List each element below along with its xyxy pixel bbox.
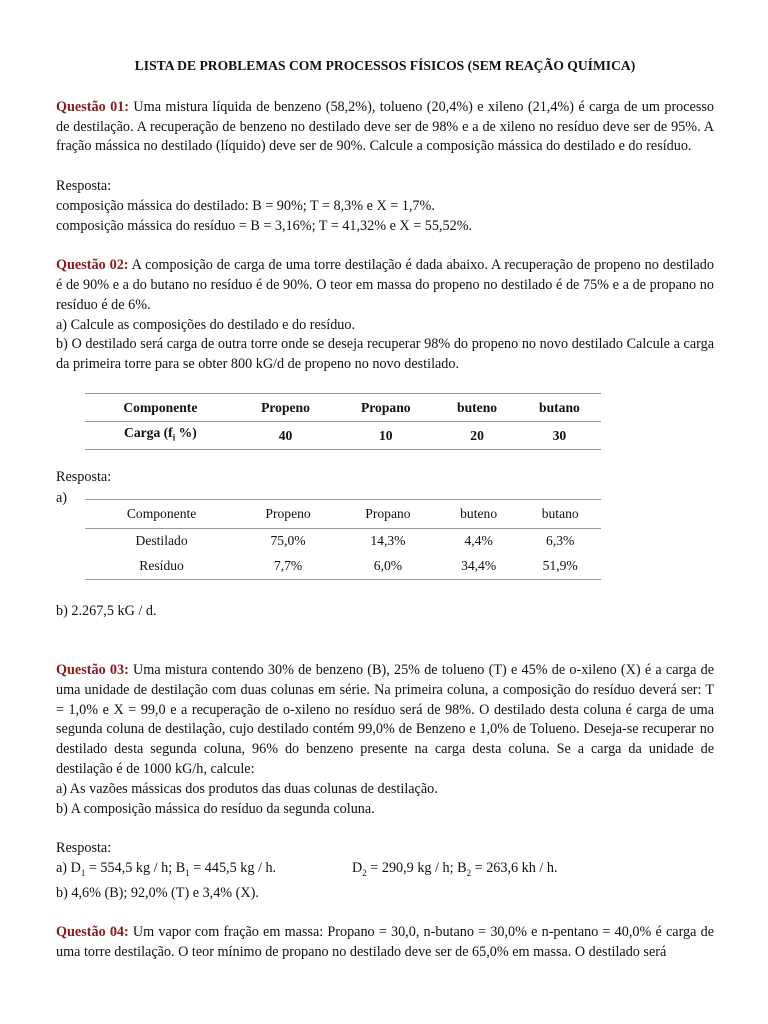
table-cell: 4,4% bbox=[464, 533, 493, 549]
table-header-cell: Componente bbox=[85, 393, 236, 421]
answer-sub: 2 bbox=[362, 867, 367, 878]
question-01-label: Questão 01: bbox=[56, 98, 129, 115]
table-cell: Destilado bbox=[135, 533, 188, 549]
question-04 bbox=[56, 923, 714, 963]
table-cell: 40 bbox=[236, 421, 335, 449]
document-title: LISTA DE PROBLEMAS COM PROCESSOS FÍSICOS (SEM REAÇÃO QUÍMICA) bbox=[134, 58, 636, 73]
answer-column-1-flows bbox=[56, 859, 352, 884]
answer-label: Resposta: bbox=[56, 177, 112, 194]
document-page bbox=[56, 52, 714, 963]
answer-item-a: a) bbox=[56, 489, 68, 506]
answer-composition-table bbox=[85, 499, 601, 580]
question-01 bbox=[56, 98, 714, 157]
answer-flows-row bbox=[56, 859, 714, 884]
table-header-cell: Componente bbox=[85, 499, 238, 528]
table-header-row bbox=[85, 499, 601, 528]
question-03-label: Questão 03: bbox=[56, 661, 129, 678]
answer-label: Resposta: bbox=[56, 468, 112, 485]
table-cell: 51,9% bbox=[519, 554, 601, 580]
table-header-cell: Propeno bbox=[236, 393, 335, 421]
table-header-cell: buteno bbox=[436, 393, 518, 421]
question-02-text: A composição de carga de uma torre destilação é dada abaixo. A recuperação de propeno no destilado é de 90% e a do butano no resíduo é de 90%. O teor em massa do propeno no destilado é de 75% e a de propano no resíduo é de 6%. bbox=[56, 257, 714, 313]
answer-sub: 2 bbox=[466, 867, 472, 878]
row-label-text: Carga (f bbox=[124, 424, 173, 440]
answer-text: = 263,6 kh / h. bbox=[471, 859, 558, 876]
table-row bbox=[85, 554, 601, 580]
table-cell: Resíduo bbox=[85, 554, 238, 580]
table-cell: 30 bbox=[518, 421, 601, 449]
table-header-cell: buteno bbox=[438, 499, 520, 528]
answer-sub: 1 bbox=[185, 867, 190, 878]
table-header-cell: butano bbox=[519, 499, 601, 528]
question-04-label: Questão 04: bbox=[56, 924, 129, 941]
answer-line: composição mássica do resíduo = B = 3,16%; T = 41,32% e X = 55,52%. bbox=[56, 217, 473, 234]
answer-text: D bbox=[352, 859, 363, 876]
question-03 bbox=[56, 661, 714, 780]
table-cell: 7,7% bbox=[238, 554, 338, 580]
question-item: b) O destilado será carga de outra torre onde se deseja recuperar 98% do propeno no novo destilado Calcule a carga da primeira torre para se obter 800 kG/d de propeno no novo destilado. bbox=[56, 336, 714, 373]
table-row bbox=[85, 421, 601, 449]
row-label-suffix: %) bbox=[175, 424, 197, 440]
question-03-text: Uma mistura contendo 30% de benzeno (B), 25% de tolueno (T) e 45% de o-xileno (X) é a carga de uma unidade de destilação com duas colunas em série. Na primeira coluna, a composição do resíduo deverá ser: T = 1,0% e X = 99,0 e a recuperação de o-xileno no resíduo será de 98%. O destilado desta coluna é carga de uma segunda coluna de destilação, cujo destilado contém 99,0% de Benzeno e 1,0% de Tolueno. Deseja-se recuperar no destilado desta segunda coluna, 96% do benzeno presente na carga desta coluna. Se a carga da unidade de destilação é de 1000 kG/h, calcule: bbox=[56, 661, 714, 777]
answer-label: Resposta: bbox=[56, 840, 112, 857]
table-header-cell: Propano bbox=[338, 499, 438, 528]
question-04-text: Um vapor com fração em massa: Propano = 30,0, n-butano = 30,0% e n-pentano = 40,0% é carga de uma torre destilação. O teor mínimo de propano no destilado deve ser de 65,0% em massa. O destilado será bbox=[56, 924, 714, 960]
question-item: a) Calcule as composições do destilado e do resíduo. bbox=[56, 316, 356, 333]
answer-column-2-flows bbox=[352, 859, 558, 884]
table-cell: 6,0% bbox=[338, 554, 438, 580]
question-01-text: Uma mistura líquida de benzeno (58,2%), tolueno (20,4%) e xileno (21,4%) é carga de um processo de destilação. A recuperação de benzeno no destilado deve ser de 98% e a de xileno no resíduo deve ser de 95%. A fração mássica no destilado (líquido) deve ser de 90%. Calcule a composição mássica do destilado e do resíduo. bbox=[56, 98, 714, 155]
question-item: b) A composição mássica do resíduo da segunda coluna. bbox=[56, 800, 375, 817]
question-02 bbox=[56, 256, 714, 315]
table-header-cell: butano bbox=[518, 393, 601, 421]
answer-text: = 445,5 kg / h. bbox=[189, 859, 277, 876]
answer-item-b: b) 4,6% (B); 92,0% (T) e 3,4% (X). bbox=[56, 884, 259, 901]
table-cell: 10 bbox=[335, 421, 436, 449]
table-cell: 14,3% bbox=[370, 533, 406, 549]
table-cell: 75,0% bbox=[270, 533, 306, 549]
table-header-row bbox=[85, 393, 601, 421]
table-header-cell: Propeno bbox=[238, 499, 338, 528]
question-item: a) As vazões mássicas dos produtos das duas colunas de destilação. bbox=[56, 780, 438, 797]
answer-sub: 1 bbox=[80, 867, 86, 878]
table-row-label bbox=[85, 421, 236, 449]
answer-line: composição mássica do destilado: B = 90%; T = 8,3% e X = 1,7%. bbox=[56, 197, 435, 214]
feed-composition-table bbox=[85, 393, 601, 450]
answer-text: = 290,9 kg / h; B bbox=[366, 859, 467, 876]
answer-item-b: b) 2.267,5 kG / d. bbox=[56, 602, 157, 619]
answer-text: a) D bbox=[56, 859, 81, 876]
row-label-sub: i bbox=[172, 432, 176, 443]
table-cell: 20 bbox=[436, 421, 518, 449]
question-02-label: Questão 02: bbox=[56, 257, 129, 274]
answer-text: = 554,5 kg / h; B bbox=[85, 859, 186, 876]
table-cell: 6,3% bbox=[546, 533, 575, 549]
table-cell: 34,4% bbox=[438, 554, 520, 580]
table-row bbox=[85, 528, 601, 554]
table-header-cell: Propano bbox=[335, 393, 436, 421]
